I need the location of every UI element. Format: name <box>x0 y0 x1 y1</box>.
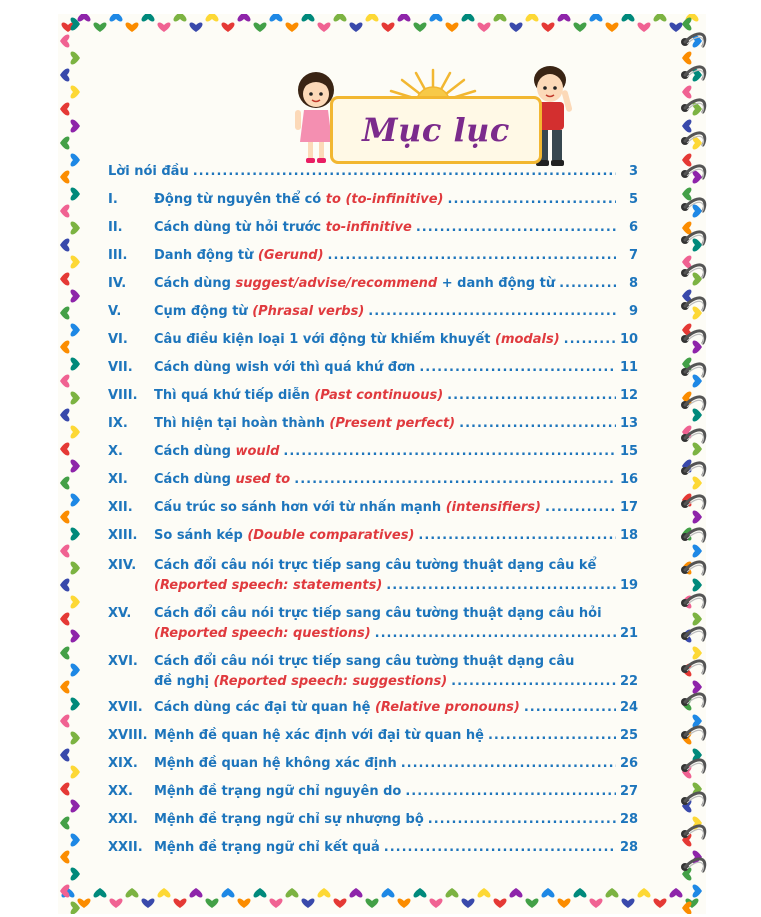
heart-icon <box>509 888 522 897</box>
spiral-binding <box>675 24 715 894</box>
heart-icon <box>349 888 362 897</box>
heart-icon <box>573 23 586 32</box>
heart-icon <box>71 221 80 234</box>
toc-entry-number: IX. <box>108 416 128 431</box>
heart-icon <box>461 14 474 21</box>
heart-icon <box>60 748 69 761</box>
heart-icon <box>333 14 346 21</box>
toc-entry-number: XX. <box>108 784 133 799</box>
heart-icon <box>141 899 154 908</box>
spiral-ring-icon <box>681 331 705 344</box>
leader-dots <box>419 354 616 382</box>
leader-dots <box>545 494 616 522</box>
heart-icon <box>477 23 490 32</box>
leader-dots <box>559 270 616 298</box>
heart-icon <box>157 888 170 897</box>
toc-entry[interactable] <box>108 778 638 806</box>
leader-dots <box>283 438 616 466</box>
toc-entry[interactable] <box>108 410 638 438</box>
toc-entry-highlight: used to <box>235 472 291 487</box>
toc-entry-label: Câu điều kiện loại 1 với động từ khiếm khuyết <box>154 332 496 347</box>
spiral-ring-icon <box>681 793 705 806</box>
heart-icon <box>381 23 394 32</box>
heart-icon <box>71 459 80 472</box>
toc-entry[interactable] <box>108 186 638 214</box>
spiral-ring-icon <box>681 34 705 47</box>
toc-entry-label: Cụm động từ <box>154 304 253 319</box>
toc-page-number: 19 <box>620 578 639 593</box>
spiral-ring-icon <box>681 826 705 839</box>
toc-entry-label-cont: đề nghị <box>154 674 214 689</box>
leader-dots <box>428 806 616 834</box>
heart-icon <box>605 23 618 32</box>
spiral-ring-icon <box>681 199 705 212</box>
heart-icon <box>60 850 69 863</box>
toc-entry-label: Mệnh đề trạng ngữ chỉ nguyên do <box>154 784 402 799</box>
heart-icon <box>125 23 138 32</box>
spiral-ring-icon <box>681 661 705 674</box>
leader-dots <box>488 722 616 750</box>
heart-icon <box>60 272 69 285</box>
heart-icon <box>189 888 202 897</box>
toc-entry-label: Cách dùng <box>154 472 236 487</box>
toc-page-number: 24 <box>620 700 639 715</box>
heart-icon <box>71 561 80 574</box>
spiral-ring-icon <box>681 628 705 641</box>
heart-icon <box>525 14 538 21</box>
heart-icon <box>71 527 80 540</box>
heart-border-top <box>58 14 706 40</box>
heart-icon <box>60 136 69 149</box>
heart-icon <box>221 888 234 897</box>
heart-icon <box>60 238 69 251</box>
heart-icon <box>301 899 314 908</box>
heart-icon <box>60 102 69 115</box>
heart-icon <box>71 119 80 132</box>
toc-page-number: 28 <box>620 840 639 855</box>
toc-entry[interactable] <box>108 750 638 778</box>
toc-entry[interactable] <box>108 242 638 270</box>
toc-entry-label: Động từ nguyên thể có <box>154 192 326 207</box>
toc-entry-highlight: would <box>235 444 280 459</box>
toc-entry-number: XVII. <box>108 700 143 715</box>
toc-entry-highlight: (intensifiers) <box>445 500 541 515</box>
heart-icon <box>637 23 650 32</box>
toc-entry-label: Mệnh đề quan hệ xác định với đại từ quan hệ <box>154 728 484 743</box>
toc-entry[interactable] <box>108 550 638 598</box>
toc-entry[interactable] <box>108 326 638 354</box>
heart-icon <box>71 799 80 812</box>
toc-page-number: 11 <box>620 360 639 375</box>
heart-icon <box>413 23 426 32</box>
toc-entry-label: Cách dùng từ hỏi trước <box>154 220 326 235</box>
toc-entry-number: I. <box>108 192 118 207</box>
spiral-ring-icon <box>681 100 705 113</box>
toc-entry-label: Lời nói đầu <box>108 164 189 179</box>
toc-entry-highlight: to (to-infinitive) <box>325 192 444 207</box>
heart-icon <box>93 888 106 897</box>
toc-entry[interactable] <box>108 646 638 694</box>
heart-icon <box>317 888 330 897</box>
toc-entry-highlight: (Reported speech: statements) <box>154 578 383 593</box>
heart-icon <box>557 14 570 21</box>
heart-icon <box>60 646 69 659</box>
heart-icon <box>60 34 69 47</box>
heart-icon <box>445 23 458 32</box>
heart-icon <box>493 899 506 908</box>
heart-icon <box>509 23 522 32</box>
toc-page-number: 10 <box>620 332 639 347</box>
toc-page-number: 28 <box>620 812 639 827</box>
heart-icon <box>493 14 506 21</box>
heart-icon <box>205 14 218 21</box>
toc-entry[interactable] <box>108 382 638 410</box>
toc-entry-number: II. <box>108 220 123 235</box>
heart-icon <box>60 884 69 897</box>
leader-dots <box>386 576 616 596</box>
heart-icon <box>71 833 80 846</box>
heart-icon <box>285 23 298 32</box>
toc-entry[interactable] <box>108 354 638 382</box>
heart-icon <box>269 899 282 908</box>
toc-entry-label: Mệnh đề quan hệ không xác định <box>154 756 397 771</box>
heart-icon <box>253 888 266 897</box>
toc-page-number: 8 <box>628 276 638 291</box>
toc-entry-label: Cách đổi câu nói trực tiếp sang câu tường thuật dạng câu kể <box>154 558 597 573</box>
toc-entry-highlight: (Present perfect) <box>329 416 456 431</box>
toc-entry-number: XIII. <box>108 528 138 543</box>
spiral-ring-icon <box>681 232 705 245</box>
heart-icon <box>237 899 250 908</box>
heart-icon <box>589 899 602 908</box>
heart-icon <box>621 899 634 908</box>
toc-entry-number: V. <box>108 304 122 319</box>
toc-page-number: 6 <box>628 220 638 235</box>
heart-icon <box>71 595 80 608</box>
toc-entry-highlight: (Relative pronouns) <box>374 700 520 715</box>
heart-icon <box>60 476 69 489</box>
spiral-ring-icon <box>681 133 705 146</box>
toc-page-number: 26 <box>620 756 639 771</box>
leader-dots <box>459 410 616 438</box>
heart-icon <box>60 408 69 421</box>
heart-icon <box>93 23 106 32</box>
toc-entry-highlight: suggest/advise/recommend <box>235 276 438 291</box>
heart-icon <box>477 888 490 897</box>
toc-entry-number: XVIII. <box>108 728 148 743</box>
heart-icon <box>682 901 691 914</box>
heart-icon <box>71 17 80 30</box>
heart-icon <box>205 899 218 908</box>
toc-page-number: 5 <box>628 192 638 207</box>
toc-entry-number: III. <box>108 248 128 263</box>
heart-icon <box>285 888 298 897</box>
heart-icon <box>71 901 80 914</box>
heart-icon <box>413 888 426 897</box>
spiral-ring-icon <box>681 430 705 443</box>
spiral-ring-icon <box>681 67 705 80</box>
toc-entry[interactable] <box>108 298 638 326</box>
heart-icon <box>653 899 666 908</box>
heart-icon <box>157 23 170 32</box>
toc-page-number: 15 <box>620 444 639 459</box>
heart-icon <box>60 510 69 523</box>
leader-dots <box>564 326 616 354</box>
toc-page-number: 22 <box>620 674 639 689</box>
heart-icon <box>429 899 442 908</box>
heart-icon <box>381 888 394 897</box>
heart-icon <box>60 544 69 557</box>
spiral-ring-icon <box>681 496 705 509</box>
toc-entry-number: XIV. <box>108 558 137 573</box>
table-of-contents <box>108 158 638 862</box>
heart-icon <box>60 340 69 353</box>
leader-dots <box>448 186 617 214</box>
toc-entry-number: VI. <box>108 332 128 347</box>
toc-entry-label: Thì hiện tại hoàn thành <box>154 416 330 431</box>
toc-entry-number: VII. <box>108 360 133 375</box>
toc-entry-number: XIX. <box>108 756 138 771</box>
toc-page-number: 21 <box>620 626 639 641</box>
spiral-ring-icon <box>681 298 705 311</box>
heart-icon <box>71 255 80 268</box>
heart-icon <box>317 23 330 32</box>
spiral-ring-icon <box>681 529 705 542</box>
heart-icon <box>397 14 410 21</box>
heart-icon <box>237 14 250 21</box>
leader-dots <box>524 694 616 722</box>
spiral-ring-icon <box>681 397 705 410</box>
toc-entry-highlight: (Gerund) <box>257 248 324 263</box>
toc-entry-number: XV. <box>108 606 132 621</box>
spiral-ring-icon <box>681 463 705 476</box>
toc-entry[interactable] <box>108 522 638 550</box>
heart-icon <box>71 391 80 404</box>
spiral-ring-icon <box>681 265 705 278</box>
toc-page-number: 16 <box>620 472 639 487</box>
heart-icon <box>621 14 634 21</box>
toc-page-number: 13 <box>620 416 639 431</box>
heart-icon <box>109 14 122 21</box>
toc-entry[interactable] <box>108 494 638 522</box>
heart-icon <box>349 23 362 32</box>
toc-entry-label: Danh động từ <box>154 248 258 263</box>
heart-icon <box>60 816 69 829</box>
heart-icon <box>365 899 378 908</box>
spiral-ring-icon <box>681 760 705 773</box>
toc-entry-number: XVI. <box>108 654 138 669</box>
heart-icon <box>71 187 80 200</box>
leader-dots <box>294 466 616 494</box>
heart-icon <box>525 899 538 908</box>
toc-page-number: 12 <box>620 388 639 403</box>
heart-icon <box>60 374 69 387</box>
spiral-ring-icon <box>681 562 705 575</box>
spiral-ring-icon <box>681 694 705 707</box>
heart-icon <box>60 204 69 217</box>
heart-icon <box>71 425 80 438</box>
page-title: Mục lục <box>362 111 510 149</box>
toc-entry-highlight: (Phrasal verbs) <box>252 304 365 319</box>
heart-icon <box>461 899 474 908</box>
toc-entry[interactable] <box>108 438 638 466</box>
toc-page-number: 25 <box>620 728 639 743</box>
heart-icon <box>71 85 80 98</box>
title-frame <box>330 96 542 164</box>
heart-icon <box>333 899 346 908</box>
toc-entry-label: Cách dùng các đại từ quan hệ <box>154 700 375 715</box>
toc-entry-number: XXI. <box>108 812 138 827</box>
toc-entry[interactable] <box>108 214 638 242</box>
leader-dots <box>447 382 616 410</box>
heart-icon <box>60 170 69 183</box>
heart-border-left <box>58 14 84 914</box>
toc-entry-label: Thì quá khứ tiếp diễn <box>154 388 315 403</box>
heart-icon <box>173 899 186 908</box>
heart-icon <box>71 323 80 336</box>
heart-icon <box>60 578 69 591</box>
toc-page-number: 27 <box>620 784 639 799</box>
toc-entry-number: IV. <box>108 276 127 291</box>
heart-icon <box>60 442 69 455</box>
heart-icon <box>60 680 69 693</box>
toc-entry-label: Cách dùng <box>154 276 236 291</box>
heart-icon <box>189 23 202 32</box>
leader-dots <box>328 242 616 270</box>
heart-icon <box>221 23 234 32</box>
heart-icon <box>429 14 442 21</box>
spiral-ring-icon <box>681 166 705 179</box>
spiral-ring-icon <box>681 727 705 740</box>
leader-dots <box>451 672 616 692</box>
toc-entry-label: Mệnh đề trạng ngữ chỉ sự nhượng bộ <box>154 812 424 827</box>
heart-icon <box>445 888 458 897</box>
heart-icon <box>557 899 570 908</box>
heart-border-bottom <box>58 888 706 914</box>
heart-icon <box>71 289 80 302</box>
leader-dots <box>368 298 616 326</box>
heart-icon <box>71 493 80 506</box>
heart-icon <box>397 899 410 908</box>
heart-icon <box>71 629 80 642</box>
toc-entry-number: XII. <box>108 500 133 515</box>
toc-page-number: 18 <box>620 528 639 543</box>
heart-icon <box>573 888 586 897</box>
leader-dots <box>375 624 616 644</box>
heart-icon <box>60 782 69 795</box>
toc-entry-highlight: (Past continuous) <box>314 388 444 403</box>
toc-page-number: 7 <box>628 248 638 263</box>
heart-icon <box>71 731 80 744</box>
heart-icon <box>71 867 80 880</box>
toc-entry-number: VIII. <box>108 388 138 403</box>
toc-entry-highlight: (Double comparatives) <box>247 528 415 543</box>
toc-entry[interactable] <box>108 722 638 750</box>
toc-entry-highlight: to-infinitive <box>325 220 412 235</box>
toc-page-number: 3 <box>628 164 638 179</box>
heart-icon <box>125 888 138 897</box>
toc-entry[interactable] <box>108 598 638 646</box>
toc-entry-label-suffix: + danh động từ <box>437 276 556 291</box>
heart-icon <box>60 714 69 727</box>
heart-icon <box>541 888 554 897</box>
toc-entry[interactable] <box>108 466 638 494</box>
toc-entry[interactable] <box>108 806 638 834</box>
heart-icon <box>141 14 154 21</box>
heart-icon <box>365 14 378 21</box>
heart-icon <box>589 14 602 21</box>
heart-icon <box>60 612 69 625</box>
toc-entry-label: So sánh kép <box>154 528 248 543</box>
toc-entry-highlight: (Reported speech: questions) <box>154 626 371 641</box>
toc-page-number: 17 <box>620 500 639 515</box>
heart-icon <box>71 697 80 710</box>
spiral-ring-icon <box>681 595 705 608</box>
toc-entry-label: Cách đổi câu nói trực tiếp sang câu tường thuật dạng câu <box>154 654 575 669</box>
heart-icon <box>541 23 554 32</box>
leader-dots <box>401 750 616 778</box>
toc-entry-preface[interactable] <box>108 158 638 186</box>
heart-icon <box>653 14 666 21</box>
leader-dots <box>193 158 616 186</box>
leader-dots <box>384 834 616 862</box>
heart-icon <box>60 68 69 81</box>
heart-icon <box>109 899 122 908</box>
heart-icon <box>71 51 80 64</box>
heart-icon <box>71 663 80 676</box>
toc-page-number: 9 <box>628 304 638 319</box>
heart-icon <box>605 888 618 897</box>
heart-icon <box>60 306 69 319</box>
toc-entry-label: Mệnh đề trạng ngữ chỉ kết quả <box>154 840 380 855</box>
heart-icon <box>71 153 80 166</box>
toc-entry-label: Cách dùng wish với thì quá khứ đơn <box>154 360 416 375</box>
leader-dots <box>416 214 616 242</box>
toc-entry-highlight: (Reported speech: suggestions) <box>213 674 448 689</box>
toc-entry-label: Cách dùng <box>154 444 236 459</box>
toc-entry[interactable] <box>108 270 638 298</box>
toc-entry-number: XI. <box>108 472 128 487</box>
leader-dots <box>405 778 616 806</box>
toc-entry-number: XXII. <box>108 840 143 855</box>
spiral-ring-icon <box>681 364 705 377</box>
leader-dots <box>418 522 616 550</box>
toc-entry[interactable] <box>108 694 638 722</box>
heart-icon <box>71 357 80 370</box>
heart-icon <box>71 765 80 778</box>
spiral-ring-icon <box>681 859 705 872</box>
heart-icon <box>301 14 314 21</box>
toc-entry-label: Cách đổi câu nói trực tiếp sang câu tường thuật dạng câu hỏi <box>154 606 602 621</box>
heart-icon <box>253 23 266 32</box>
toc-entry-number: X. <box>108 444 123 459</box>
toc-entry[interactable] <box>108 834 638 862</box>
heart-icon <box>173 14 186 21</box>
toc-entry-highlight: (modals) <box>495 332 560 347</box>
heart-icon <box>269 14 282 21</box>
toc-entry-label: Cấu trúc so sánh hơn với từ nhấn mạnh <box>154 500 446 515</box>
heart-icon <box>637 888 650 897</box>
